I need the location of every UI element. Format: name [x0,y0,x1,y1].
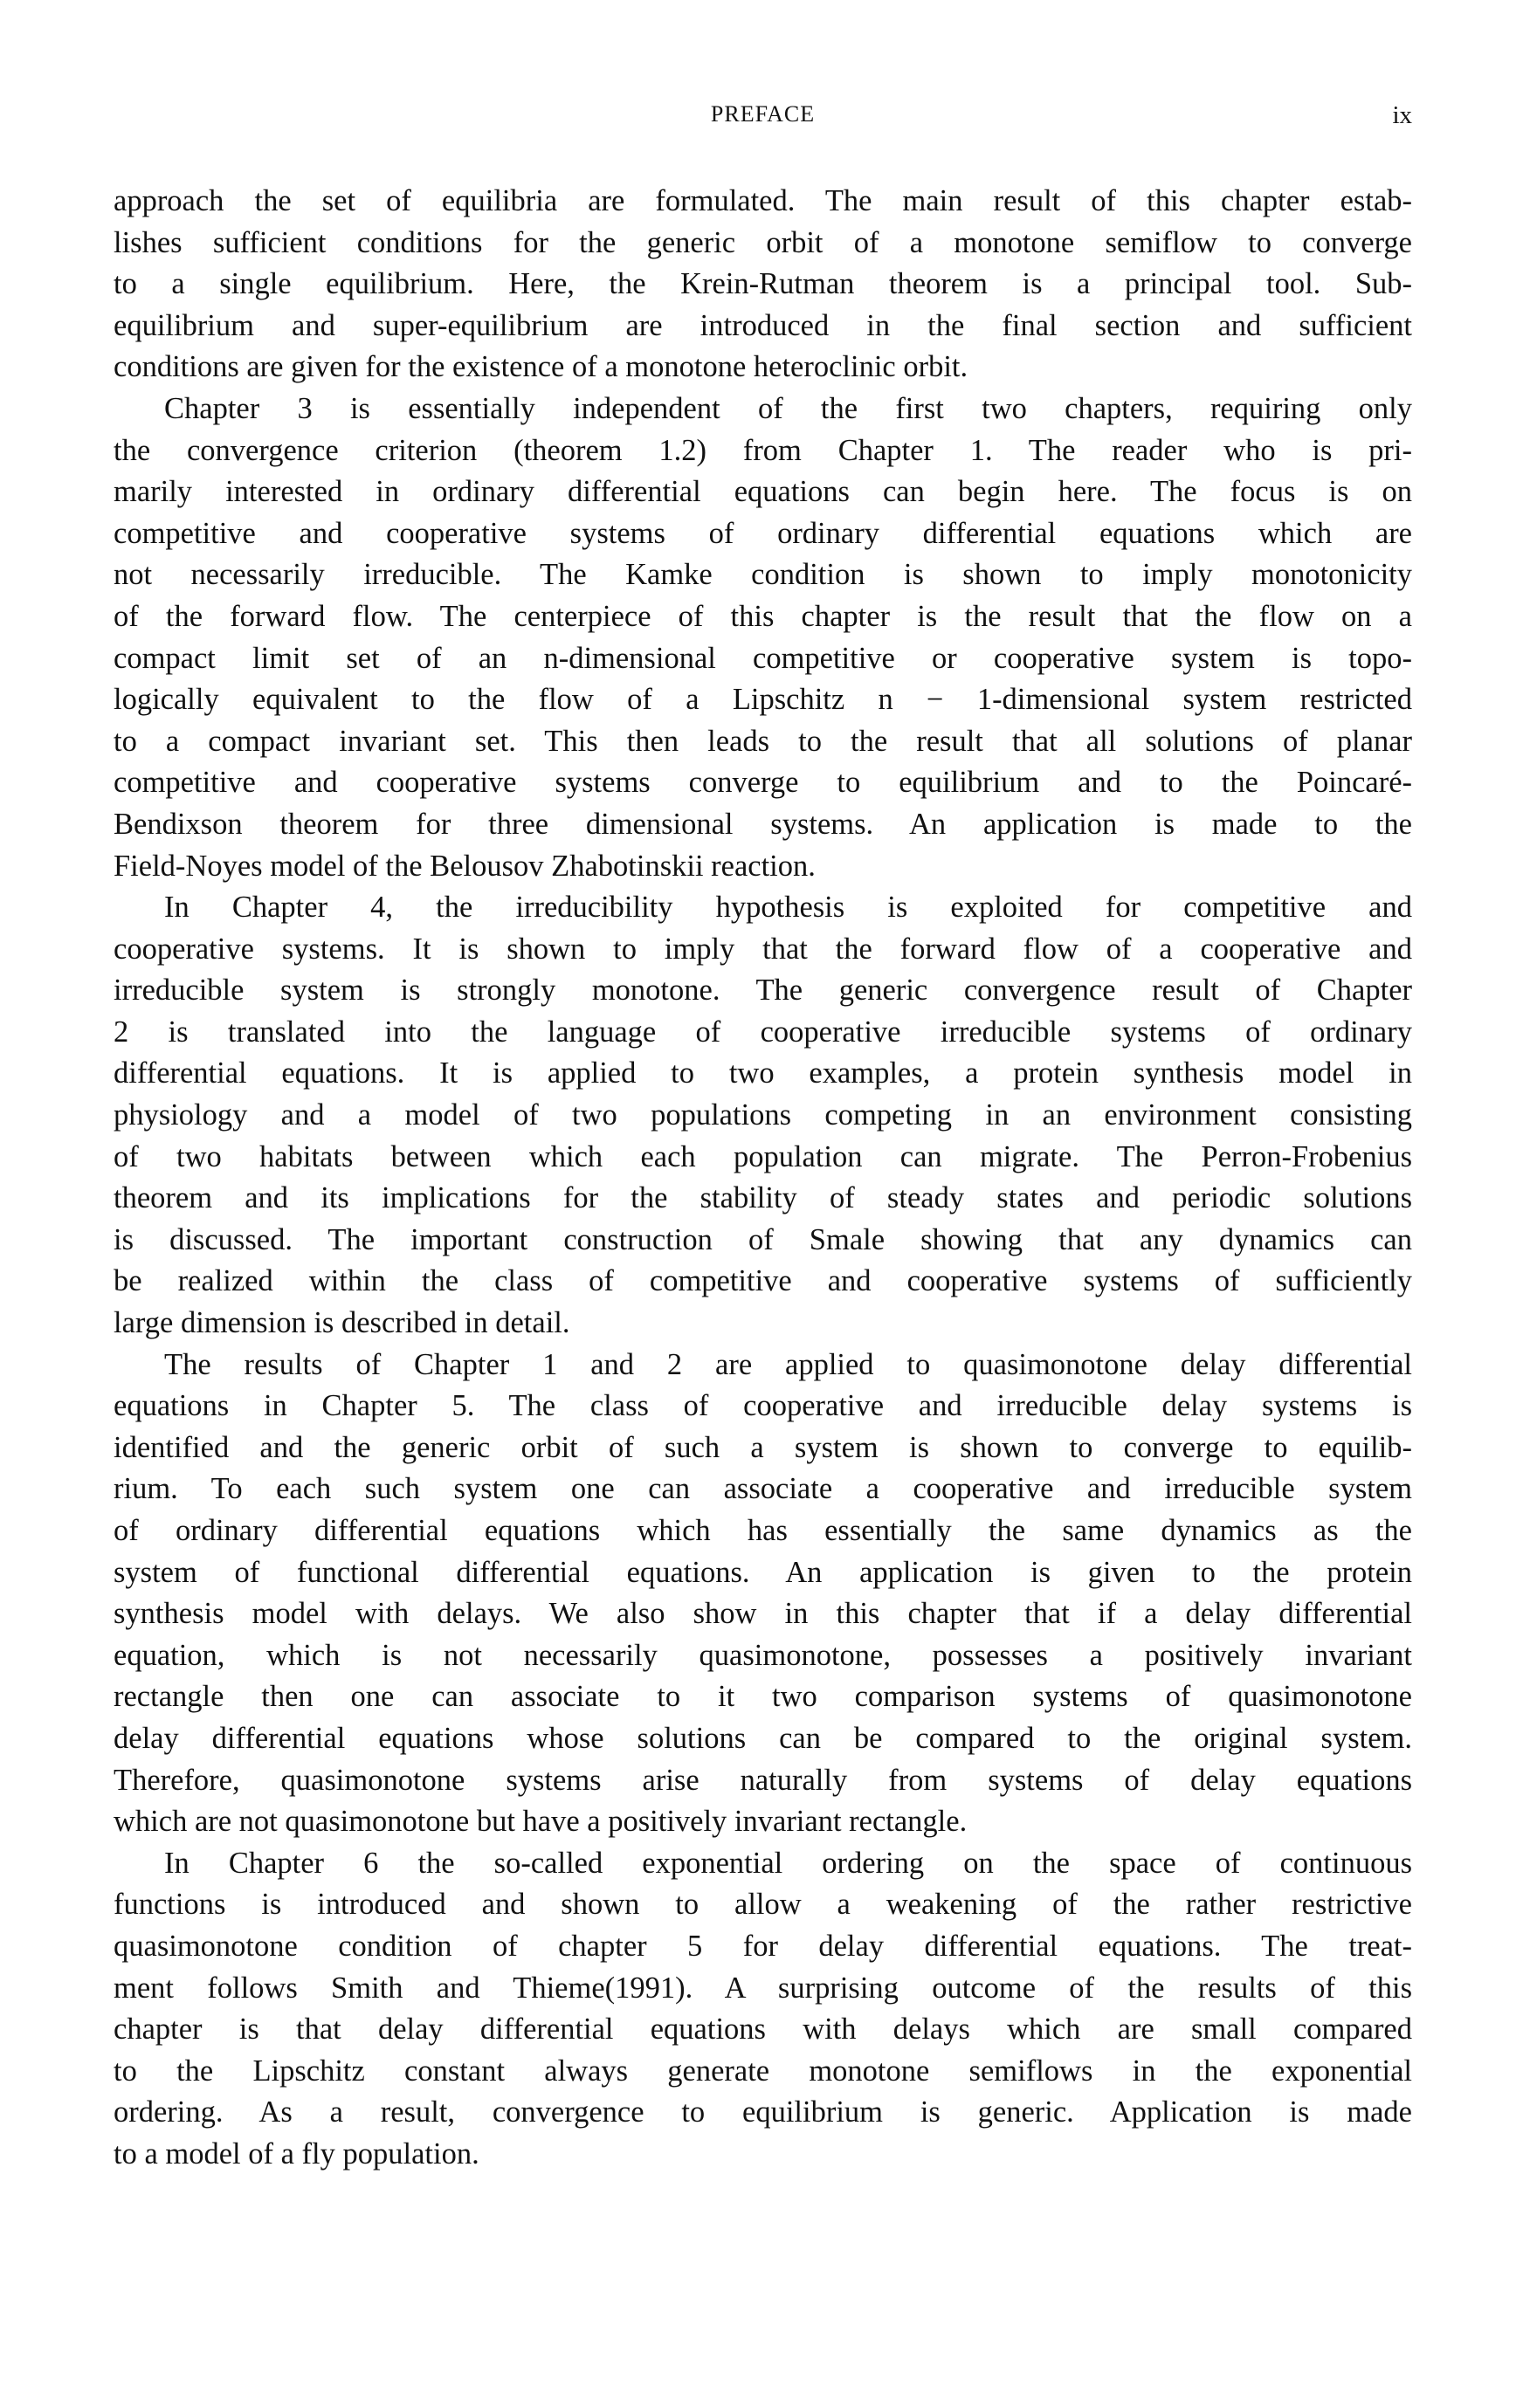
body-text [114,181,1412,2176]
text-line: Field-Noyes model of the Belousov Zhabotinskii reaction. [114,849,816,883]
text-line: Therefore, quasimonotone systems arise naturally from systems of delay equations [114,1763,1412,1797]
text-line: to the Lipschitz constant always generate monotone semiflows in the exponential [114,2054,1412,2088]
text-line: lishes sufficient conditions for the generic orbit of a monotone semiflow to converge [114,225,1412,259]
paragraph-chapter-2-continued [114,181,1412,389]
text-line: marily interested in ordinary differential equations can begin here. The focus is on [114,475,1412,509]
text-line: of the forward flow. The centerpiece of this chapter is the result that the flow on a [114,599,1412,633]
text-line: physiology and a model of two populations competing in an environment consisting [114,1098,1412,1132]
text-line: quasimonotone condition of chapter 5 for delay differential equations. The treat- [114,1929,1412,1963]
text-line: rectangle then one can associate to it two comparison systems of quasimonotone [114,1680,1412,1714]
text-line: differential equations. It is applied to two examples, a protein synthesis model in [114,1056,1412,1090]
text-line: synthesis model with delays. We also show in this chapter that if a delay differential [114,1597,1412,1631]
text-line: identified and the generic orbit of such a system is shown to converge to equilib- [114,1430,1412,1464]
paragraph-chapter-6 [114,1843,1412,2176]
paragraph-chapter-5 [114,1345,1412,1843]
text-line: competitive and cooperative systems converge to equilibrium and to the Poincaré- [114,766,1412,800]
text-line: equation, which is not necessarily quasimonotone, possesses a positively invariant [114,1638,1412,1672]
text-line: cooperative systems. It is shown to imply that the forward flow of a cooperative and [114,932,1412,966]
text-line: ment follows Smith and Thieme(1991). A surprising outcome of the results of this [114,1971,1412,2005]
text-line: equilibrium and super-equilibrium are introduced in the final section and sufficient [114,308,1412,342]
text-line: compact limit set of an n-dimensional competitive or cooperative system is topo- [114,641,1412,675]
text-line: is discussed. The important construction of Smale showing that any dynamics can [114,1222,1412,1256]
text-line: system of functional differential equations. An application is given to the protein [114,1555,1412,1589]
text-line: be realized within the class of competitive and cooperative systems of sufficiently [114,1264,1412,1298]
text-line: rium. To each such system one can associate a cooperative and irreducible system [114,1472,1412,1506]
text-line: not necessarily irreducible. The Kamke condition is shown to imply monotonicity [114,558,1412,592]
running-title: PREFACE [710,101,816,127]
text-line: to a compact invariant set. This then leads to the result that all solutions of planar [114,724,1412,758]
text-line: 2 is translated into the language of cooperative irreducible systems of ordinary [114,1015,1412,1049]
text-line: chapter is that delay differential equations with delays which are small compared [114,2012,1412,2047]
text-line: functions is introduced and shown to allow a weakening of the rather restrictive [114,1888,1412,1922]
text-line: irreducible system is strongly monotone. The generic convergence result of Chapter [114,974,1412,1008]
text-line: to a model of a fly population. [114,2136,479,2171]
text-line: logically equivalent to the flow of a Lipschitz n − 1-dimensional system restricted [114,683,1412,717]
paragraph-chapter-4 [114,887,1412,1345]
page-number: ix [1392,101,1412,129]
text-line: Chapter 3 is essentially independent of the first two chapters, requiring only [164,391,1412,425]
paragraph-chapter-3 [114,389,1412,887]
text-line: In Chapter 6 the so-called exponential ordering on the space of continuous [164,1846,1412,1880]
text-line: In Chapter 4, the irreducibility hypothesis is exploited for competitive and [164,891,1412,925]
text-line: theorem and its implications for the stability of steady states and periodic solutions [114,1181,1412,1215]
text-line: ordering. As a result, convergence to equilibrium is generic. Application is made [114,2095,1412,2129]
text-line: of ordinary differential equations which has essentially the same dynamics as the [114,1514,1412,1547]
text-line: delay differential equations whose solutions can be compared to the original system. [114,1721,1412,1755]
text-line: The results of Chapter 1 and 2 are applied to quasimonotone delay differential [164,1347,1412,1381]
text-line: conditions are given for the existence of a monotone heteroclinic orbit. [114,350,968,384]
text-line: large dimension is described in detail. [114,1306,570,1340]
text-line: equations in Chapter 5. The class of cooperative and irreducible delay systems is [114,1389,1412,1423]
text-line: which are not quasimonotone but have a positively invariant rectangle. [114,1805,968,1839]
running-header [114,98,1412,133]
text-line: Bendixson theorem for three dimensional systems. An application is made to the [114,807,1412,841]
text-line: competitive and cooperative systems of ordinary differential equations which are [114,516,1412,550]
text-line: approach the set of equilibria are formulated. The main result of this chapter estab- [114,184,1412,217]
text-line: the convergence criterion (theorem 1.2) from Chapter 1. The reader who is pri- [114,433,1412,467]
text-line: to a single equilibrium. Here, the Krein-Rutman theorem is a principal tool. Sub- [114,267,1412,301]
text-line: of two habitats between which each population can migrate. The Perron-Frobenius [114,1139,1412,1173]
